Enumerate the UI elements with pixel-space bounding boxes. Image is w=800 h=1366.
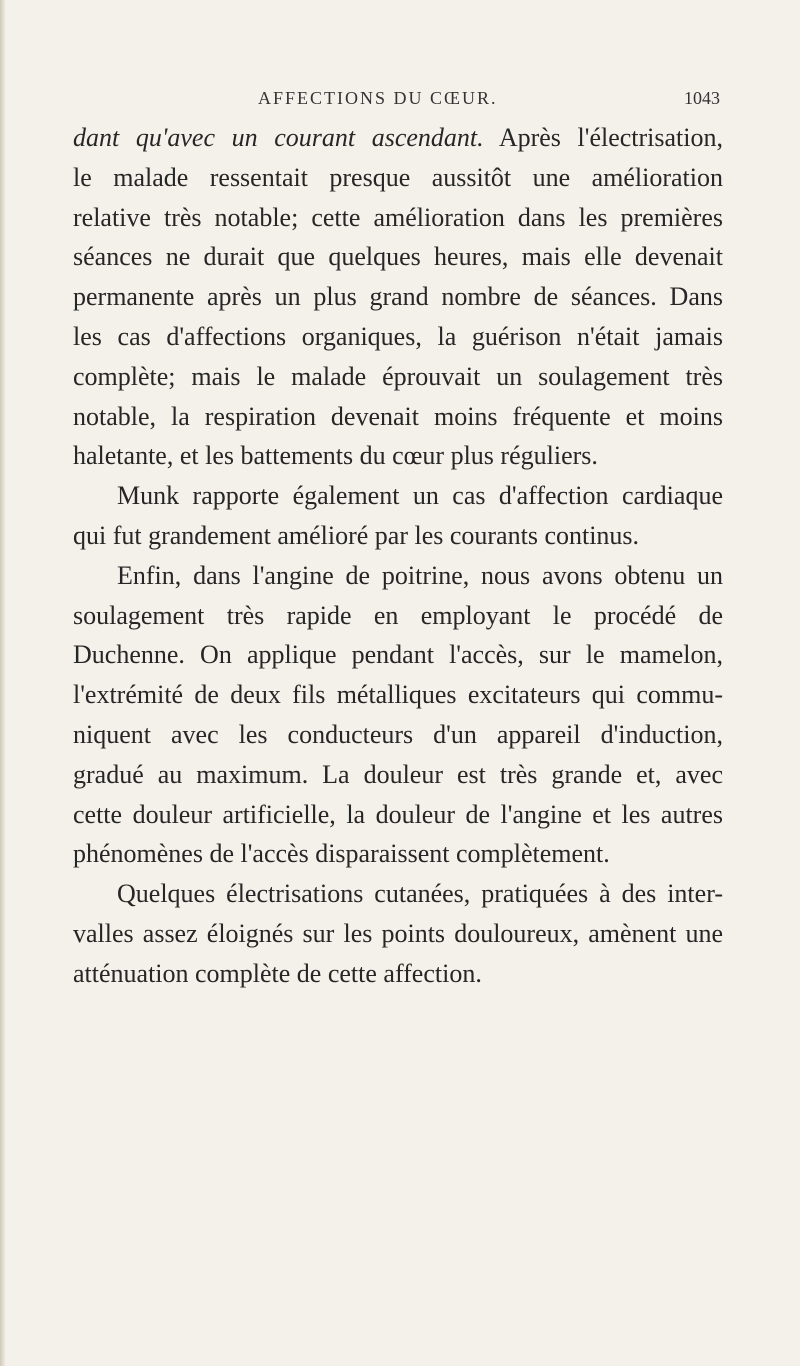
text-line-1-rest: Après l'électrisation, (483, 123, 723, 152)
page-number: 1043 (684, 88, 720, 108)
text-line-15: l'extrémité de deux fils métalliques excitateurs qui commu- (73, 680, 723, 710)
text-line-21: valles assez éloignés sur les points douloureux, amènent une (73, 918, 723, 948)
text-line-19: phénomènes de l'accès disparaissent complètement. (73, 839, 610, 869)
page-edge-shadow (0, 0, 6, 1366)
text-line-10: Munk rapporte également un cas d'affection cardiaque (117, 481, 723, 511)
text-line-20: Quelques électrisations cutanées, pratiquées à des inter- (117, 879, 723, 909)
text-line-6: les cas d'affections organiques, la guérison n'était jamais (73, 321, 723, 351)
text-line-16: niquent avec les conducteurs d'un appareil d'induction, (73, 719, 723, 749)
text-line-18: cette douleur artificielle, la douleur de l'angine et les autres (73, 799, 723, 829)
text-line-2: le malade ressentait presque aussitôt une amélioration (73, 162, 723, 192)
text-line-3: relative très notable; cette amélioration dans les premières (73, 202, 723, 232)
text-line-17: gradué au maximum. La douleur est très grande et, avec (73, 759, 723, 789)
text-line-22: atténuation complète de cette affection. (73, 958, 482, 988)
text-line-13: soulagement très rapide en employant le procédé de (73, 600, 723, 630)
text-line-11: qui fut grandement amélioré par les courants continus. (73, 520, 640, 550)
body-text (73, 118, 723, 994)
running-header (0, 88, 800, 116)
text-line-9: haletante, et les battements du cœur plus réguliers. (73, 441, 598, 471)
text-line-1 (73, 118, 723, 158)
text-line-7: complète; mais le malade éprouvait un soulagement très (73, 361, 723, 391)
text-line-14: Duchenne. On applique pendant l'accès, sur le mamelon, (73, 640, 723, 670)
italic-phrase: dant qu'avec un courant ascendant. (73, 123, 484, 152)
text-line-5: permanente après un plus grand nombre de séances. Dans (73, 282, 723, 312)
text-line-8: notable, la respiration devenait moins fréquente et moins (73, 401, 723, 431)
text-line-4: séances ne durait que quelques heures, mais elle devenait (73, 242, 723, 272)
text-line-12: Enfin, dans l'angine de poitrine, nous avons obtenu un (117, 560, 723, 590)
header-title: AFFECTIONS DU CŒUR. (258, 88, 498, 108)
